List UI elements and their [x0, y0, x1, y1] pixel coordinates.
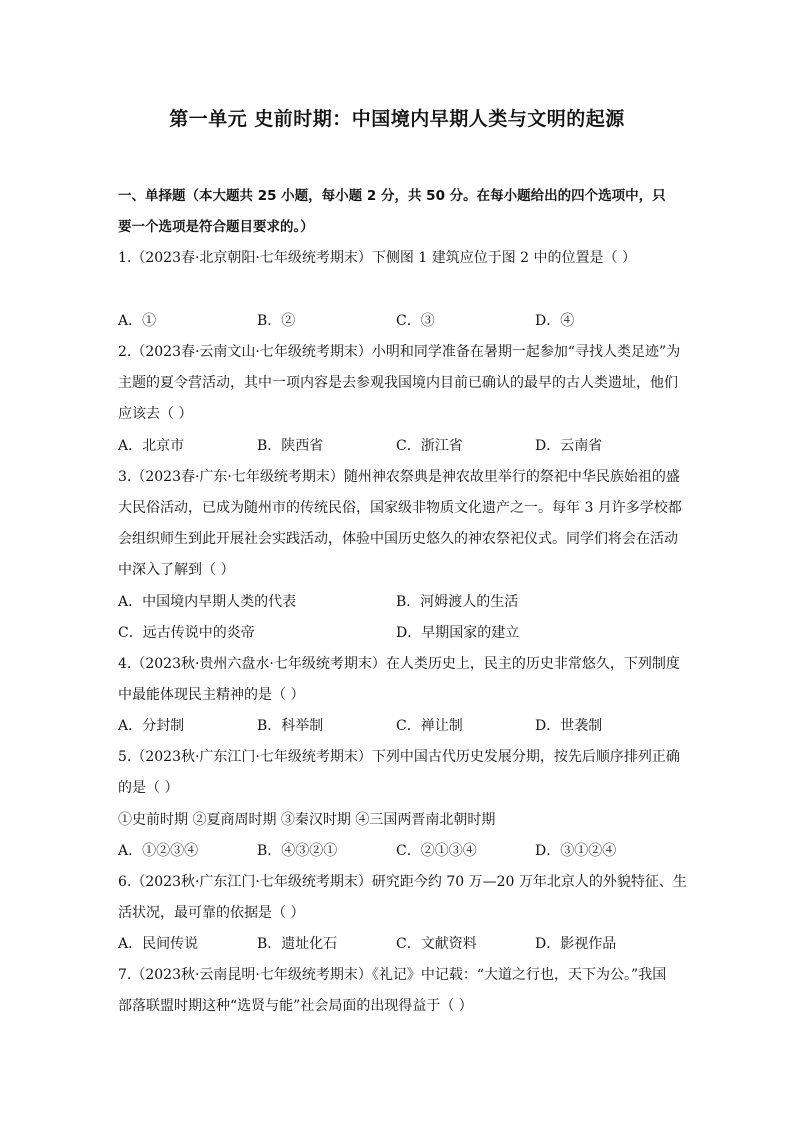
page-title: 第一单元 史前时期：中国境内早期人类与文明的起源	[169, 108, 625, 130]
question-4-option-c: C．禅让制	[396, 718, 463, 734]
question-3-stem-line-1: 3.（2023春·广东·七年级统考期末）随州神农祭典是神农故里举行的祭祀中华民族始祖的盛	[118, 469, 680, 485]
question-4-stem-line-1: 4.（2023秋·贵州六盘水·七年级统考期末）在人类历史上，民主的历史非常悠久，下列制度	[118, 656, 680, 672]
question-1-option-b: B．②	[257, 313, 296, 329]
question-4-option-d: D．世袭制	[535, 718, 603, 734]
question-2-stem-line-3: 应该去（ ）	[118, 406, 193, 422]
question-1-option-d: D．④	[535, 313, 575, 329]
question-6-stem-line-2: 活状况，最可靠的依据是（ ）	[118, 905, 305, 921]
question-1-option-a: A．①	[118, 313, 157, 329]
question-2-stem-line-2: 主题的夏令营活动，其中一项内容是去参观我国境内目前已确认的最早的古人类遗址，他们	[118, 375, 678, 391]
question-5-stem-line-2: 的是（ ）	[118, 780, 179, 796]
question-6-option-d: D．影视作品	[535, 936, 617, 952]
question-5-option-a: A．①②③④	[118, 843, 199, 859]
question-4-stem-line-2: 中最能体现民主精神的是（ ）	[118, 687, 305, 703]
question-2-option-a: A．北京市	[118, 438, 185, 454]
question-5-option-b: B．④③②①	[257, 843, 338, 859]
question-6-option-a: A．民间传说	[118, 936, 199, 952]
question-6-stem-line-1: 6.（2023秋·广东江门·七年级统考期末）研究距今约 70 万—20 万年北京人的外貌特征、生	[118, 874, 687, 890]
question-2-option-b: B．陕西省	[257, 438, 324, 454]
section-heading-line-1: 一、单择题（本大题共 25 小题，每小题 2 分，共 50 分。在每小题给出的四个选项中，只	[118, 188, 666, 204]
question-6-option-c: C．文献资料	[396, 936, 477, 952]
section-heading-line-2: 要一个选项是符合题目要求的。）	[118, 219, 314, 235]
question-2-option-c: C．浙江省	[396, 438, 463, 454]
question-3-option-b: B．河姆渡人的生活	[396, 594, 519, 610]
question-1-stem: 1.（2023春·北京朝阳·七年级统考期末）下侧图 1 建筑应位于图 2 中的位置是（ ）	[118, 250, 636, 266]
question-5-stem-line-1: 5.（2023秋·广东江门·七年级统考期末）下列中国古代历史发展分期，按先后顺序排列正确	[118, 749, 680, 765]
question-3-stem-line-2: 大民俗活动，已成为随州市的传统民俗，国家级非物质文化遗产之一。每年 3 月许多学校都	[118, 500, 682, 516]
question-2-stem-line-1: 2.（2023春·云南文山·七年级统考期末）小明和同学准备在暑期一起参加“寻找人类足迹”为	[118, 344, 681, 360]
question-5-option-d: D．③①②④	[535, 843, 617, 859]
question-4-option-a: A．分封制	[118, 718, 185, 734]
question-3-stem-line-3: 会组织师生到此开展社会实践活动，体验中国历史悠久的神农祭祀仪式。同学们将会在活动	[118, 531, 678, 547]
question-3-option-a: A．中国境内早期人类的代表	[118, 594, 297, 610]
question-4-option-b: B．科举制	[257, 718, 324, 734]
question-3-stem-line-4: 中深入了解到（ ）	[118, 562, 235, 578]
question-5-option-c: C．②①③④	[396, 843, 477, 859]
question-6-option-b: B．遗址化石	[257, 936, 338, 952]
question-3-option-c: C．远古传说中的炎帝	[118, 625, 255, 641]
question-7-stem-line-1: 7.（2023秋·云南昆明·七年级统考期末）《礼记》中记载：“大道之行也，天下为公。”我国	[118, 967, 667, 983]
question-3-option-d: D．早期国家的建立	[396, 625, 520, 641]
question-7-stem-line-2: 部落联盟时期这种“选贤与能”社会局面的出现得益于（ ）	[118, 998, 473, 1014]
question-5-stem-line-3: ①史前时期 ②夏商周时期 ③秦汉时期 ④三国两晋南北朝时期	[118, 812, 496, 828]
question-2-option-d: D．云南省	[535, 438, 603, 454]
question-1-option-c: C．③	[396, 313, 435, 329]
